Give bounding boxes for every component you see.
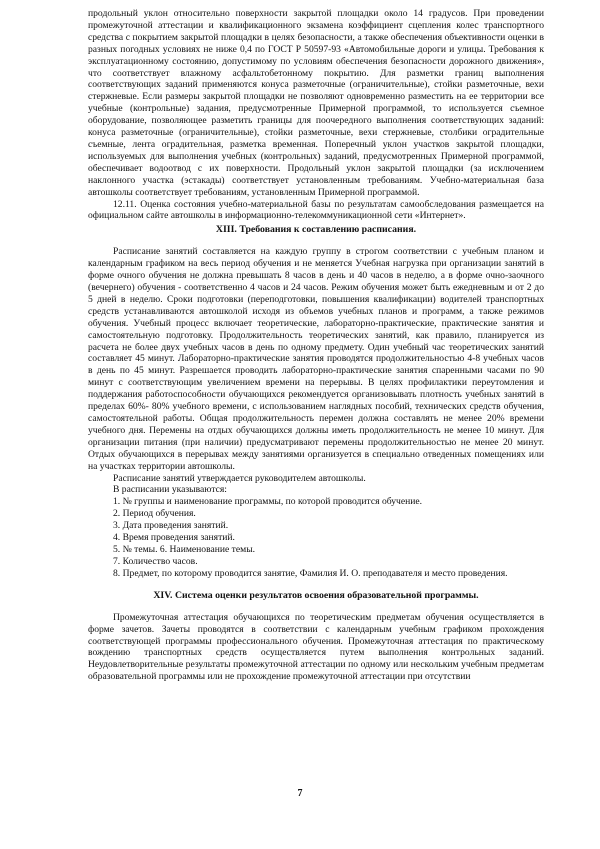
paragraph-list-intro: В расписании указываются: bbox=[113, 484, 227, 496]
paragraph-12-11: 12.11. Оценка состояния учебно-материальной базы по результатам самообследования размещается на официальном сайте автошколы в информационно-телекоммуникационной сети «Интернет». bbox=[88, 198, 544, 222]
paragraph-closed-area: продольный уклон относительно поверхности закрытой площадки около 14 градусов. При проведении промежуточной аттестации и квалификационного экзамена коэффициент сцепления колес транспортного средства с покрытием закрытой площадки в целях безопасности, а также обеспечения объективности оценки в разных погодных условиях не ниже 0,4 по ГОСТ Р 50597-93 «Автомобильные дороги и улицы. Требования к эксплуатационному состоянию, допустимому по условиям обеспечения безопасности дорожного движения», что соответствует влажному асфальтобетонному покрытию. Для разметки границ выполнения соответствующих заданий применяются конуса разметочные (ограничительные), стойки разметочные, вехи стержневые. Если размеры закрытой площадки не позволяют одновременно разместить на ее территории все учебные (контрольные) задания, предусмотренные Примерной программой, то используется съемное оборудование, позволяющее разметить границы для поочередного выполнения соответствующих заданий: конуса разметочные (ограничительные), стойки разметочные, вехи стержневые, столбики оградительные съемные, лента оградительная, разметка временная. Поперечный уклон участков закрытой площадки, используемых для выполнения учебных (контрольных) заданий, предусмотренных Примерной программой, обеспечивает водоотвод с их поверхности. Продольный уклон закрытой площадки (за исключением наклонного участка (эстакады) соответствует установленным требованиям. Учебно-материальная база автошколы соответствует требованиям, установленным Примерной программой. bbox=[88, 8, 544, 198]
list-item: 8. Предмет, по которому проводится занятие, Фамилия И. О. преподавателя и место проведения. bbox=[113, 567, 508, 579]
list-item: 1. № группы и наименование программы, по которой проводится обучение. bbox=[113, 496, 423, 508]
schedule-items-list bbox=[88, 496, 544, 579]
paragraph-schedule-approved: Расписание занятий утверждается руководителем автошколы. bbox=[113, 472, 366, 484]
section-heading-14: XIV. Система оценки результатов освоения образовательной программы. bbox=[153, 589, 479, 601]
list-item: 2. Период обучения. bbox=[113, 508, 196, 520]
paragraph-assessment: Промежуточная аттестация обучающихся по теоретическим предметам обучения осуществляется в форме зачетов. Зачеты проводятся в соответствии с календарным учебным графиком прохождения соответствующей программы профессионального обучения. Промежуточная аттестация по практическому вождению транспортных средств осуществляется путем выполнения контрольных заданий. Неудовлетворительные результаты промежуточной аттестации по одному или нескольким учебным предметам образовательной программы или не прохождение промежуточной аттестации при отсутствии bbox=[88, 611, 544, 683]
list-item: 7. Количество часов. bbox=[113, 555, 198, 567]
section-heading-13: XIII. Требования к составлению расписания. bbox=[215, 224, 417, 236]
list-item: 4. Время проведения занятий. bbox=[113, 532, 235, 544]
list-item: 5. № темы. 6. Наименование темы. bbox=[113, 543, 256, 555]
list-item: 3. Дата проведения занятий. bbox=[113, 520, 229, 532]
paragraph-schedule: Расписание занятий составляется на каждую группу в строгом соответствии с учебным планом и календарным графиком на весь период обучения и не меняется Учебная нагрузка при организации занятий в форме очного обучения не должна превышать 8 часов в день и 40 часов в неделю, а в форме очно-заочного (вечернего) обучения - соответственно 4 часов и 24 часов. Режим обучения может быть ежедневным и от 2 до 5 дней в неделю. Сроки подготовки (переподготовки, повышения квалификации) водителей транспортных средств устанавливаются автошколой исходя из объемов учебных планов и программ, а также режимов обучения. Учебный процесс включает теоретические, лабораторно-практические, практические занятия и самостоятельную подготовку. Продолжительность теоретических занятий, как правило, планируется из расчета не более двух учебных часов в день по одному предмету. Один учебный час теоретических занятий составляет 45 минут. Лабораторно-практические занятия проводятся продолжительностью 4-8 учебных часов в день по 45 минут. Разрешается проводить лабораторно-практические занятия спаренными часами по 90 минут с соответствующим увеличением времени на перерывы. В целях профилактики переутомления и поддержания работоспособности обучающихся рекомендуется организовывать плотность учебных занятий в пределах 60%- 80% учебного времени, с использованием наглядных пособий, технических средств обучения, самостоятельной работы. Общая продолжительность перемен должна составлять не менее 20% времени учебного дня. Перемены на отдых обучающихся должны иметь продолжительность не менее 10 минут. Для организации питания (при наличии) предусматривают перемены продолжительностью не менее 20 минут. Отдых обучающихся в перерывах между занятиями организуется в специально отведенных помещениях или на участках территории автошколы. bbox=[88, 246, 544, 472]
page-number: 7 bbox=[297, 788, 303, 799]
